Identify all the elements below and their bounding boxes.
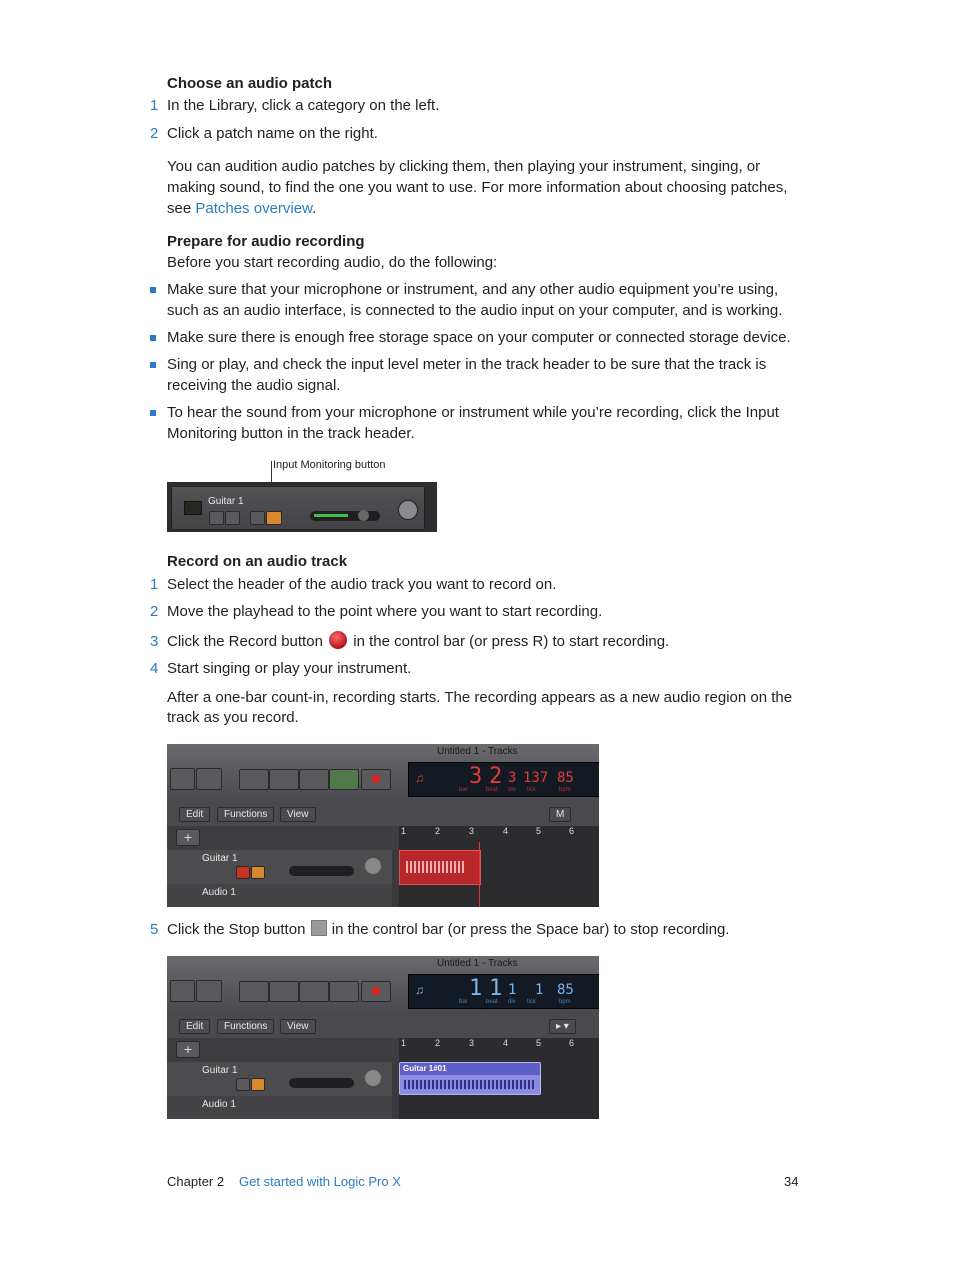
bullet-line: To hear the sound from your microphone or instrument while you’re recording, click the Input — [167, 404, 779, 421]
headphones-icon[interactable] — [225, 511, 240, 525]
lcd-label: div — [508, 787, 516, 793]
lcd-display — [408, 762, 599, 797]
step-text: Select the header of the audio track you want to record on. — [167, 576, 557, 593]
track-header-audio[interactable] — [167, 884, 392, 907]
ruler-number: 3 — [469, 1038, 475, 1048]
input-monitoring-button[interactable] — [251, 1078, 265, 1091]
ruler-number: 6 — [569, 826, 575, 836]
add-track-button[interactable]: + — [176, 1041, 200, 1058]
forward-button[interactable] — [269, 769, 299, 790]
record-button-icon — [329, 631, 347, 649]
lcd-tempo: 85 — [557, 770, 574, 786]
record-button[interactable] — [361, 981, 391, 1002]
lcd-tick: 1 — [535, 982, 544, 998]
step-text: In the Library, click a category on the left. — [167, 97, 440, 114]
intro-text: Before you start recording audio, do the following: — [167, 254, 498, 271]
ruler-number: 5 — [536, 1038, 542, 1048]
bullet-icon — [150, 335, 156, 341]
library-button[interactable] — [170, 980, 195, 1002]
stop-button[interactable] — [299, 981, 329, 1002]
step-text: Move the playhead to the point where you want to start recording. — [167, 603, 603, 620]
step-text — [167, 919, 729, 940]
volume-slider[interactable] — [289, 866, 354, 876]
bullet-line: Sing or play, and check the input level meter in the track header to be sure that the track is — [167, 356, 767, 373]
step-number: 3 — [150, 633, 159, 650]
pan-knob[interactable] — [398, 500, 418, 520]
editors-button[interactable] — [196, 980, 222, 1002]
ruler-number: 5 — [536, 826, 542, 836]
mute-button[interactable] — [209, 511, 224, 525]
play-button[interactable] — [329, 981, 359, 1002]
record-dot-icon — [372, 987, 380, 995]
edit-menu[interactable]: Edit — [179, 807, 210, 822]
pointer-tool-menu[interactable]: ▸ ▾ — [549, 1019, 576, 1034]
editors-button[interactable] — [196, 768, 222, 790]
text: . — [312, 200, 317, 217]
track-header-guitar[interactable] — [167, 850, 392, 884]
pan-knob[interactable] — [365, 1070, 381, 1086]
playhead — [479, 842, 480, 907]
ruler-number: 6 — [569, 1038, 575, 1048]
footer-chapter-title[interactable]: Get started with Logic Pro X — [239, 1174, 401, 1189]
waveform — [404, 1080, 536, 1089]
recording-region[interactable] — [399, 850, 481, 885]
ruler-number: 1 — [401, 1038, 407, 1048]
lcd-display — [408, 974, 599, 1009]
waveform — [406, 861, 466, 873]
volume-slider[interactable] — [289, 1078, 354, 1088]
lcd-beat: 1 — [489, 976, 503, 1001]
slider-knob[interactable] — [358, 510, 369, 521]
paragraph-line: You can audition audio patches by clicking them, then playing your instrument, singing, or — [167, 158, 761, 175]
ruler-number: 1 — [401, 826, 407, 836]
ruler-number: 2 — [435, 826, 441, 836]
edit-menu[interactable]: Edit — [179, 1019, 210, 1034]
record-enable-button[interactable] — [250, 511, 265, 525]
patches-overview-link[interactable]: Patches overview — [195, 200, 313, 217]
lcd-beat: 2 — [489, 764, 503, 789]
paragraph-line — [167, 198, 316, 219]
instrument-icon — [184, 501, 202, 515]
paragraph-line: After a one-bar count-in, recording starts. The recording appears as a new audio region on the — [167, 689, 793, 706]
step-number: 2 — [150, 125, 159, 142]
rewind-button[interactable] — [239, 769, 269, 790]
track-header-screenshot — [167, 482, 437, 532]
step-text: Click a patch name on the right. — [167, 125, 378, 142]
record-dot-icon — [372, 775, 380, 783]
rewind-button[interactable] — [239, 981, 269, 1002]
step-number: 4 — [150, 660, 159, 677]
bullet-icon — [150, 362, 156, 368]
region-name: Guitar 1#01 — [403, 1064, 447, 1073]
lcd-div: 3 — [508, 770, 517, 786]
lcd-tick: 137 — [523, 770, 549, 786]
step-number: 1 — [150, 97, 159, 114]
lcd-label: beat — [486, 999, 498, 1005]
bullet-line: Make sure there is enough free storage space on your computer or connected storage device. — [167, 329, 791, 346]
library-button[interactable] — [170, 768, 195, 790]
window-title: Untitled 1 - Tracks — [437, 746, 518, 757]
lcd-bar: 3 — [469, 764, 483, 789]
heading-prepare-audio-recording: Prepare for audio recording — [167, 233, 365, 250]
step-text — [167, 631, 669, 652]
lcd-tempo: 85 — [557, 982, 574, 998]
bullet-icon — [150, 410, 156, 416]
record-button[interactable] — [361, 769, 391, 790]
mode-menu[interactable]: M — [549, 807, 571, 822]
lcd-label: beat — [486, 787, 498, 793]
track-header-audio[interactable] — [167, 1096, 392, 1119]
paragraph-line: track as you record. — [167, 709, 299, 726]
lcd-label: div — [508, 999, 516, 1005]
view-menu[interactable]: View — [280, 1019, 316, 1034]
logic-stopped-screenshot — [167, 956, 599, 1119]
lcd-label: tick — [527, 787, 536, 793]
text: Click the Stop button — [167, 921, 306, 938]
track-name: Guitar 1 — [202, 853, 238, 864]
step-text: Start singing or play your instrument. — [167, 660, 412, 677]
bullet-line: Monitoring button in the track header. — [167, 425, 415, 442]
view-menu[interactable]: View — [280, 807, 316, 822]
audio-region[interactable] — [399, 1062, 541, 1095]
record-enable-button[interactable] — [236, 866, 250, 879]
level-meter — [314, 514, 348, 517]
stop-button-icon — [311, 920, 327, 936]
volume-slider[interactable] — [310, 511, 380, 521]
lcd-label: bar — [459, 787, 468, 793]
callout-input-monitoring: Input Monitoring button — [273, 459, 386, 471]
text: in the control bar (or press R) to start recording. — [353, 633, 670, 650]
track-name: Guitar 1 — [202, 1065, 238, 1076]
input-monitoring-button[interactable] — [266, 511, 282, 525]
lcd-div: 1 — [508, 982, 517, 998]
ruler-number: 2 — [435, 1038, 441, 1048]
add-track-button[interactable]: + — [176, 829, 200, 846]
pan-knob[interactable] — [365, 858, 381, 874]
heading-choose-audio-patch: Choose an audio patch — [167, 75, 333, 92]
paragraph-line: making sound, to find the one you want to use. For more information about choosing patches, — [167, 179, 788, 196]
text: see — [167, 200, 196, 217]
footer-chapter: Chapter 2 — [167, 1174, 225, 1189]
track-name: Audio 1 — [202, 887, 236, 898]
track-header[interactable] — [171, 486, 425, 530]
track-name: Audio 1 — [202, 1099, 236, 1110]
lcd-label: tick — [527, 999, 536, 1005]
ruler-number: 4 — [503, 826, 509, 836]
ruler-number: 4 — [503, 1038, 509, 1048]
window-title: Untitled 1 - Tracks — [437, 958, 518, 969]
metronome-icon: ♫ — [415, 771, 424, 785]
record-enable-button[interactable] — [236, 1078, 250, 1091]
stop-button[interactable] — [299, 769, 329, 790]
lcd-label: bpm — [559, 999, 571, 1005]
logic-recording-screenshot — [167, 744, 599, 907]
text: Click the Record button — [167, 633, 323, 650]
page-number: 34 — [784, 1174, 799, 1189]
bullet-line: receiving the audio signal. — [167, 377, 341, 394]
heading-record-audio-track: Record on an audio track — [167, 553, 348, 570]
lcd-label: bar — [459, 999, 468, 1005]
bullet-line: Make sure that your microphone or instrument, and any other audio equipment you’re using, — [167, 281, 779, 298]
step-number: 5 — [150, 921, 159, 938]
text: in the control bar (or press the Space bar) to stop recording. — [331, 921, 730, 938]
functions-menu[interactable]: Functions — [217, 807, 274, 822]
track-name: Guitar 1 — [208, 496, 244, 507]
ruler-number: 3 — [469, 826, 475, 836]
region-body — [400, 1075, 540, 1094]
metronome-icon: ♫ — [415, 983, 424, 997]
lcd-label: bpm — [559, 787, 571, 793]
forward-button[interactable] — [269, 981, 299, 1002]
functions-menu[interactable]: Functions — [217, 1019, 274, 1034]
step-number: 2 — [150, 603, 159, 620]
step-number: 1 — [150, 576, 159, 593]
track-header-guitar[interactable] — [167, 1062, 392, 1096]
lcd-bar: 1 — [469, 976, 483, 1001]
bullet-line: such as an audio interface, is connected to the audio input on your computer, and is working. — [167, 302, 783, 319]
input-monitoring-button[interactable] — [251, 866, 265, 879]
bullet-icon — [150, 287, 156, 293]
play-button[interactable] — [329, 769, 359, 790]
